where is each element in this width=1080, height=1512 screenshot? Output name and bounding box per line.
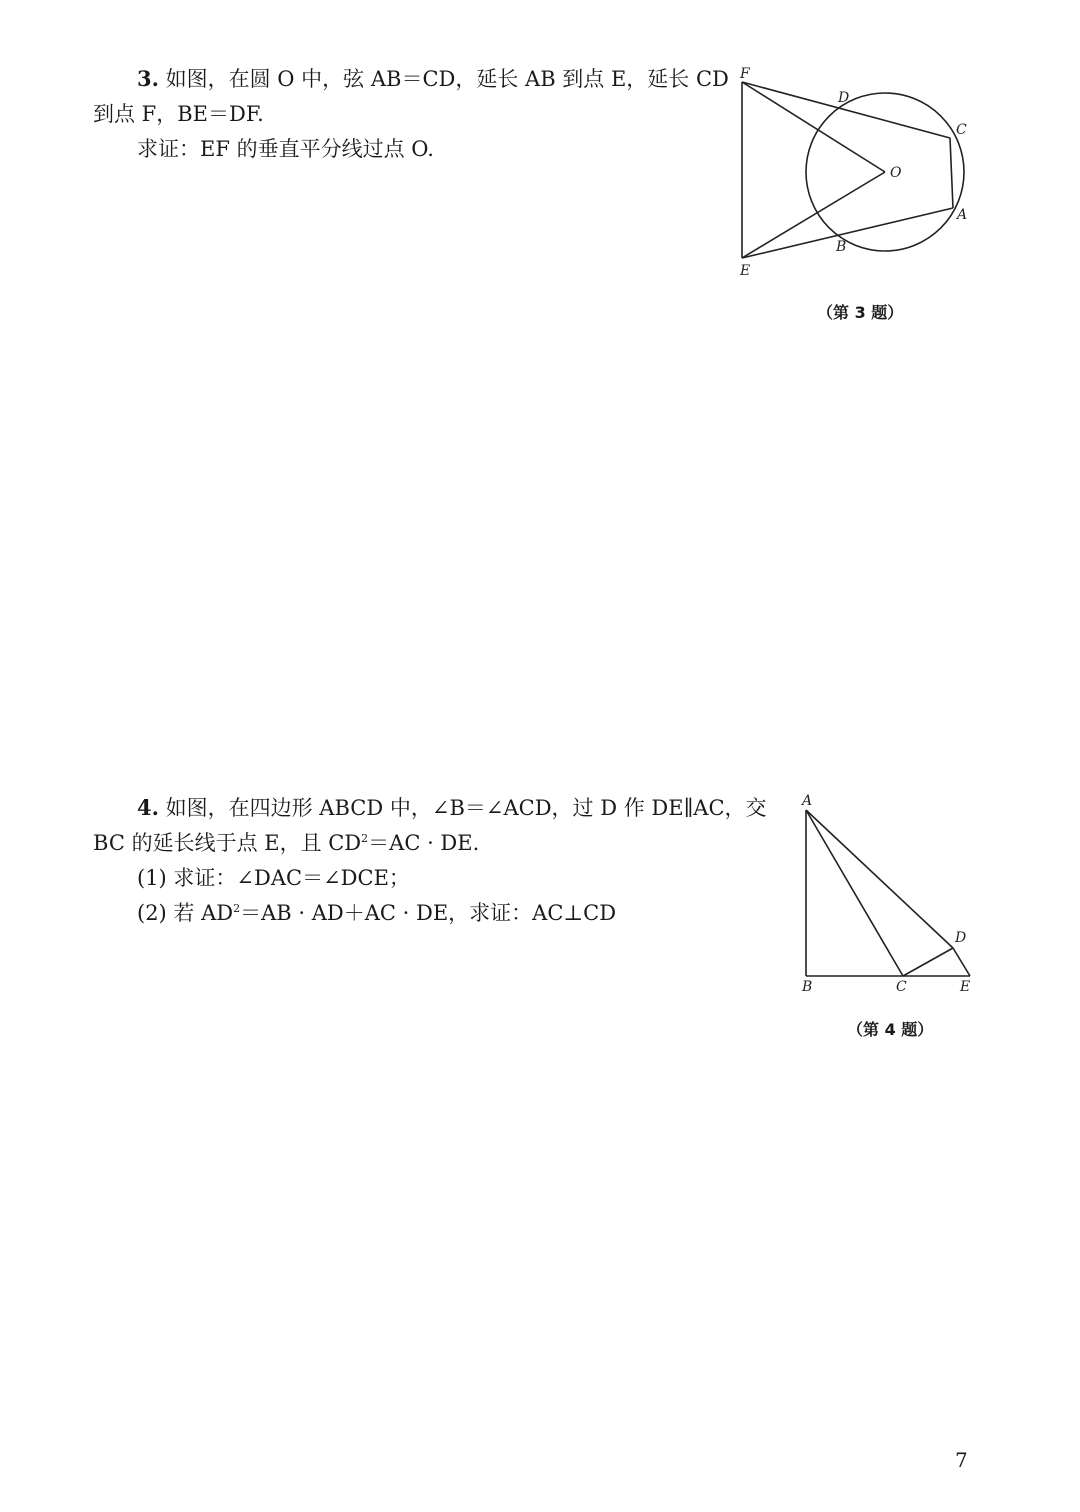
label-e: E — [740, 263, 751, 279]
segment-de — [953, 948, 970, 976]
label-c: C — [896, 979, 907, 995]
figure-4-caption: （第 4 题） — [847, 1020, 934, 1039]
label-o: O — [890, 165, 902, 181]
label-e: E — [960, 979, 971, 995]
problem-3-line-2: 到点 F，BE＝DF. — [93, 102, 264, 126]
problem-3-number: 3. — [137, 66, 159, 91]
problem-4-part-1: (1) 求证：∠DAC＝∠DCE； — [137, 866, 410, 890]
problem-4-text — [93, 790, 767, 931]
page-number: 7 — [955, 1448, 968, 1472]
label-a: A — [957, 207, 968, 223]
problem-4-part-2: (2) 若 $AD^2=AB \cdot AD+AC$ · DE，求证：AC⊥CD — [137, 901, 617, 925]
segment-ac — [806, 810, 903, 976]
figure-4-diagram — [790, 790, 990, 1005]
line-ea — [742, 208, 953, 258]
segment-ad — [806, 810, 953, 948]
problem-4-number: 4. — [137, 795, 159, 820]
problem-4-line-2: BC 的延长线于点 E，且 $CD^2=AC$ · DE. — [93, 831, 480, 855]
chord-ca — [950, 138, 953, 208]
problem-3-line-3: 求证：EF 的垂直平分线过点 O. — [137, 137, 434, 161]
label-b: B — [836, 239, 847, 255]
problem-3-text — [93, 61, 729, 167]
segment-oe — [742, 172, 885, 258]
label-f: F — [740, 66, 750, 82]
label-d: D — [955, 930, 967, 946]
segment-cd — [903, 948, 953, 976]
figure-3-caption: （第 3 题） — [817, 303, 904, 322]
figure-3 — [730, 60, 980, 285]
label-c: C — [956, 122, 967, 138]
label-a: A — [802, 793, 813, 809]
problem-4-line-1: 4. 如图，在四边形 ABCD 中，∠B＝∠ACD，过 D 作 DE∥AC，交 — [137, 795, 767, 820]
label-b: B — [802, 979, 813, 995]
problem-3-line-1: 3. 如图，在圆 O 中，弦 AB＝CD，延长 AB 到点 E，延长 CD — [137, 66, 729, 91]
figure-3-diagram — [730, 60, 980, 285]
figure-4 — [790, 790, 990, 1005]
label-d: D — [838, 90, 850, 106]
